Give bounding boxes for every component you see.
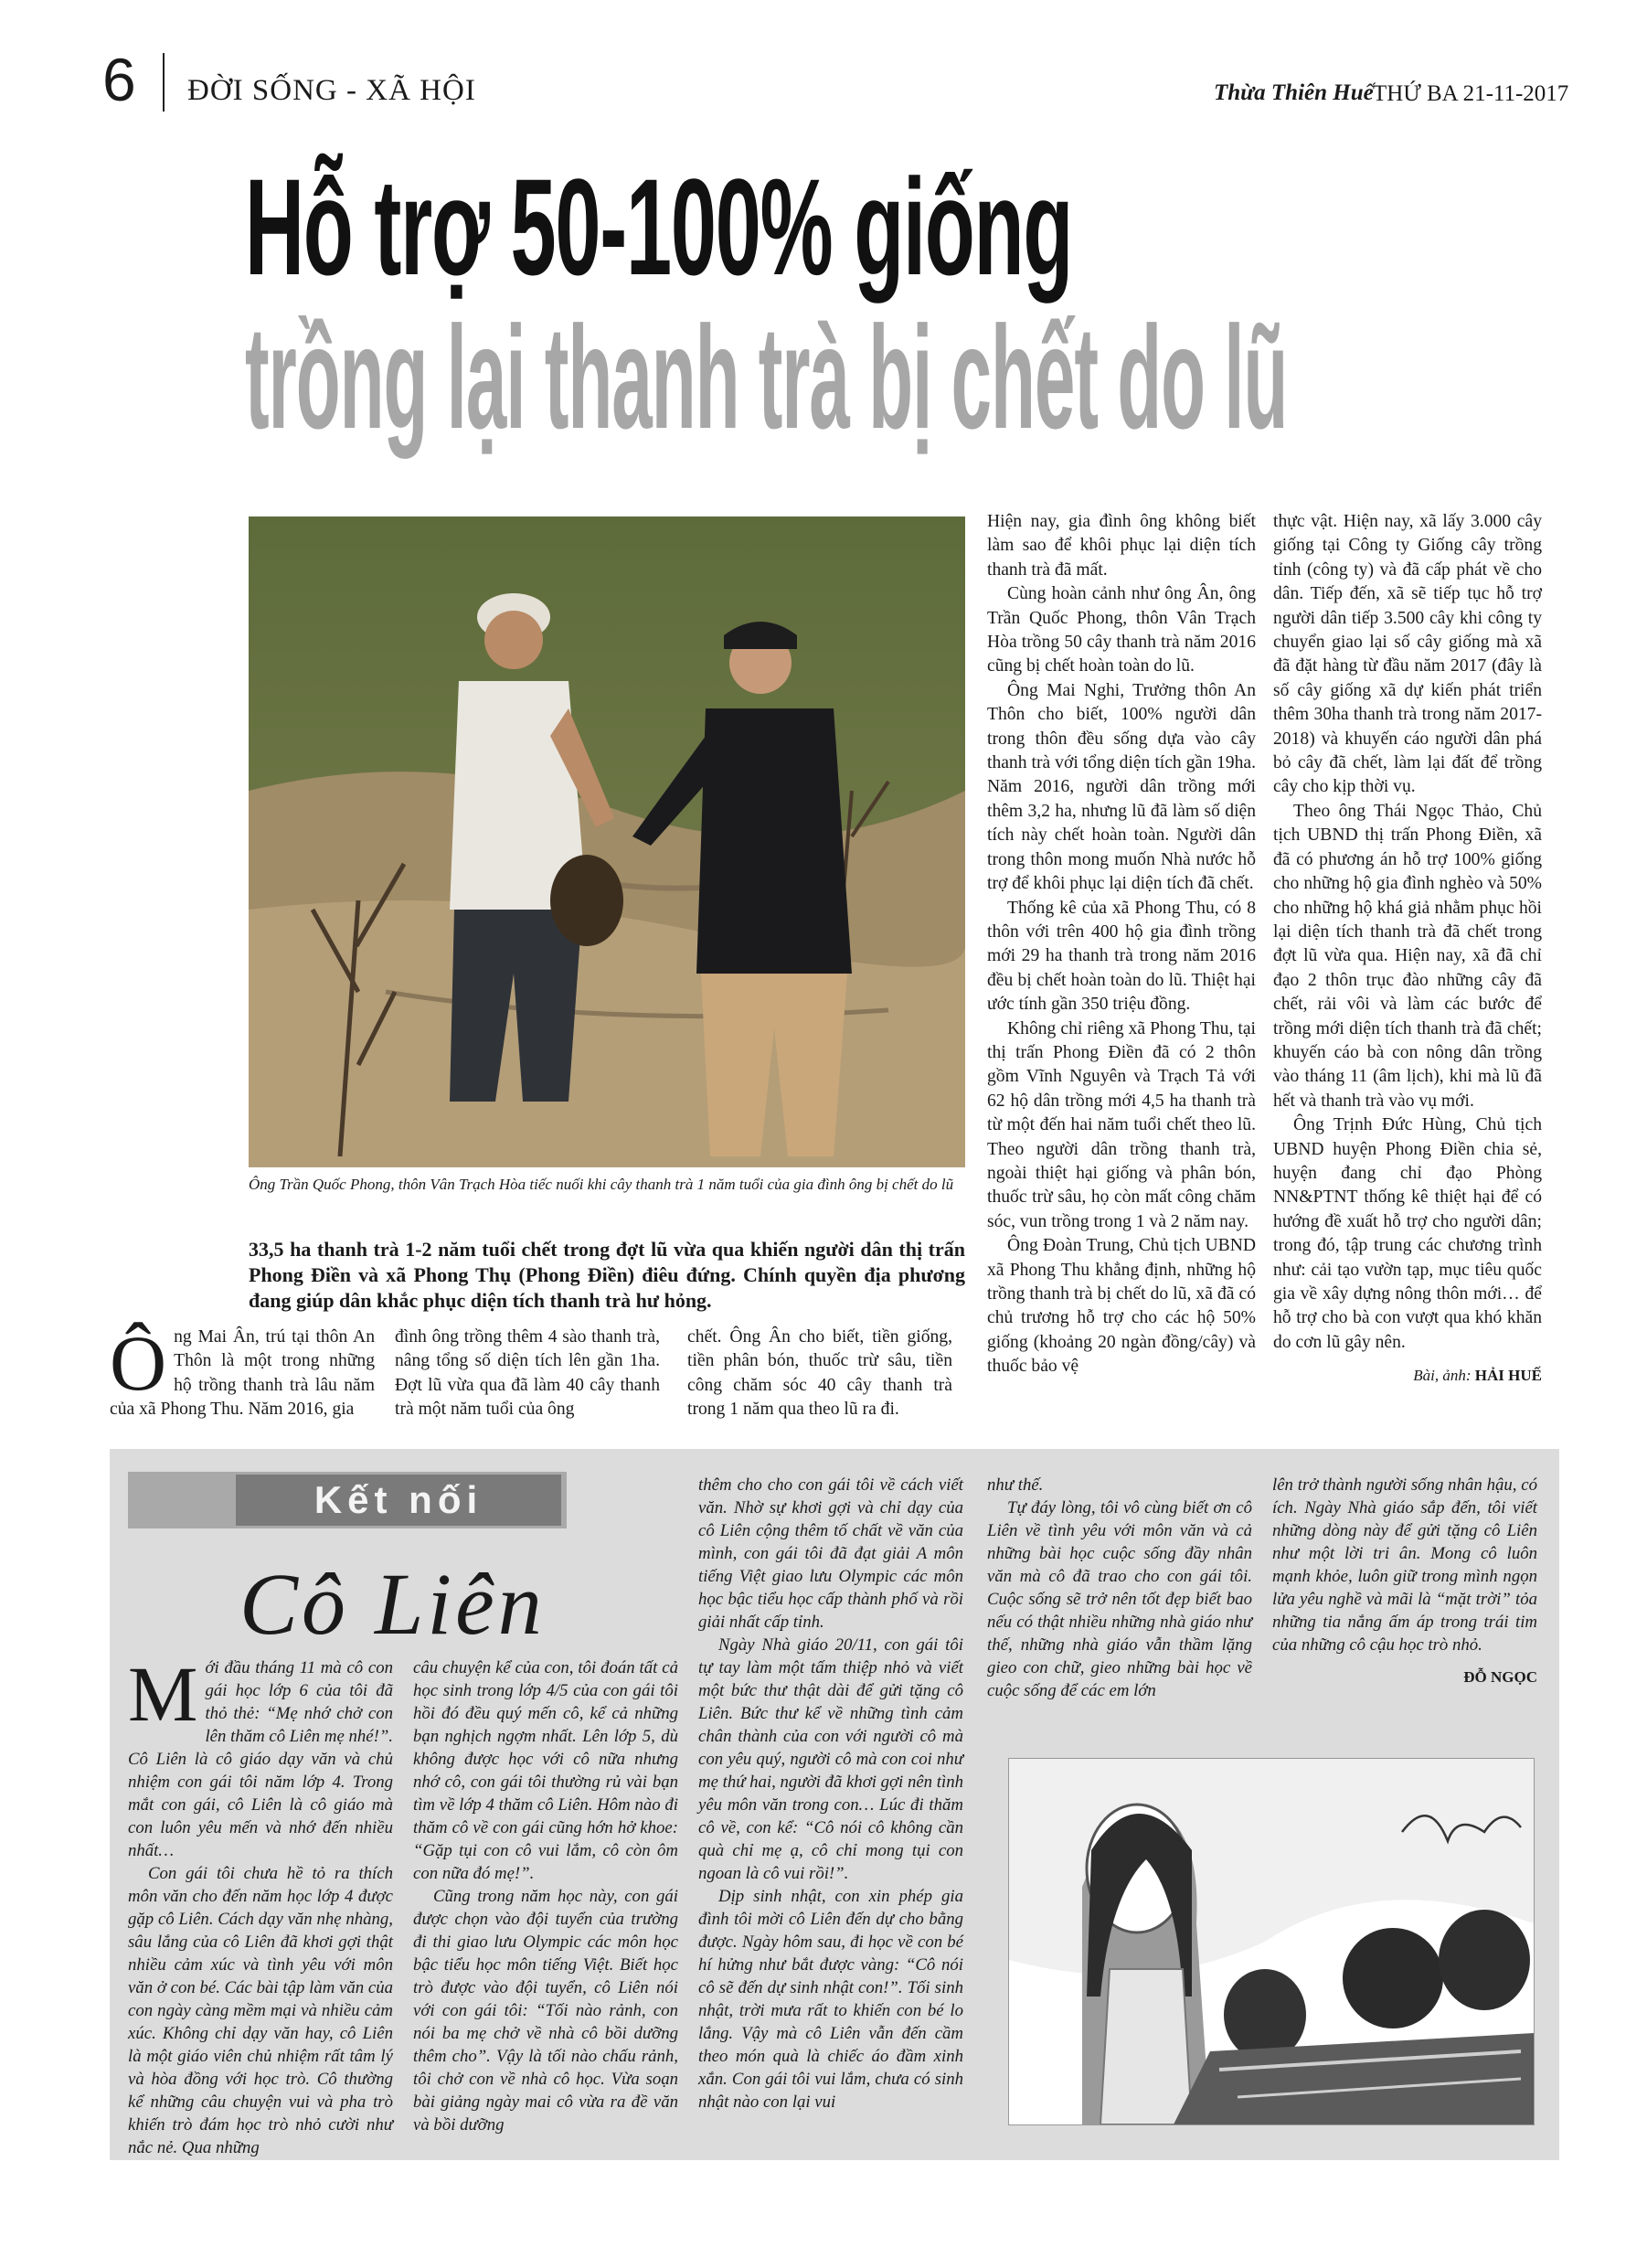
ket-noi-paragraph: Ngày Nhà giáo 20/11, con gái tôi tự tay làm một tấm thiệp nhỏ và viết một bức thư thật dài để gửi tặng cô Liên. Bức thư kể về những tình cảm chân thành của con với người cô mà con yêu quý, người cô mà con coi như mẹ thứ hai, người đã khơi gợi nên tình yêu môn văn trong con… Lúc đi thăm cô về, con kể: “Cô nói cô không cần quà chỉ mẹ ạ, cô chỉ mong tụi con ngoan là cô vui rồi!”. bbox=[698, 1635, 963, 1883]
ket-noi-col-2 bbox=[413, 1656, 678, 2136]
ket-noi-paragraph: như thế. bbox=[987, 1475, 1044, 1495]
paper-name: Thừa Thiên Huế bbox=[1214, 80, 1374, 105]
article-byline bbox=[1273, 1364, 1542, 1388]
ket-noi-paragraph: ới đầu tháng 11 mà cô con gái học lớp 6 của tôi đã thỏ thẻ: “Mẹ nhớ chở con lên thăm cô Liên mẹ nhé!”. Cô Liên là cô giáo dạy văn và chủ nhiệm con gái tôi năm lớp 4. Trong mắt con gái, cô Liên là cô giáo mà con luôn yêu mến và nhớ đến nhiều nhất… bbox=[128, 1658, 393, 1860]
article-col-4 bbox=[987, 510, 1256, 1379]
article-lead-col-1 bbox=[110, 1319, 375, 1422]
teacher-students-illustration bbox=[1008, 1758, 1535, 2125]
ket-noi-col-5 bbox=[1272, 1474, 1537, 1688]
article-paragraph: Thống kê của xã Phong Thu, có 8 thôn với trên 400 hộ gia đình trồng mới 29 ha thanh trà trong năm 2016 đều bị chết hoàn toàn do lũ. Thiệt hại ước tính gần 350 triệu đồng. bbox=[987, 898, 1256, 1015]
section-title: ĐỜI SỐNG - XÃ HỘI bbox=[187, 74, 476, 107]
page-number: 6 bbox=[102, 46, 136, 113]
article-paragraph: Không chỉ riêng xã Phong Thu, tại thị trấn Phong Điền đã có 2 thôn gồm Vĩnh Nguyên và Trạch Tả với 62 hộ dân trồng mới 4,5 ha thanh trà từ một đến hai năm tuổi chết theo lũ. Theo người dân trồng thanh trà, ngoài thiệt hại giống và phân bón, thuốc trừ sâu, họ còn mất công chăm sóc, vun trồng trong 1 và 2 năm nay. bbox=[987, 1018, 1256, 1231]
article-lead-col-3 bbox=[687, 1326, 952, 1422]
article-paragraph: Hiện nay, gia đình ông không biết làm sao để khôi phục lại diện tích thanh trà đã mất. bbox=[987, 512, 1256, 580]
article-dropcap: Ô bbox=[110, 1319, 167, 1407]
photo-caption: Ông Trần Quốc Phong, thôn Vân Trạch Hòa tiếc nuối khi cây thanh trà 1 năm tuổi của gia đình ông bị chết do lũ bbox=[249, 1176, 954, 1193]
article-paragraph: Theo ông Thái Ngọc Thảo, Chủ tịch UBND thị trấn Phong Điền, xã đã có phương án hỗ trợ 100% giống cho những hộ gia đình nghèo và 50% cho những hộ khá giả nhằm phục hồi lại diện tích thanh trà đã chết trong đợt lũ vừa qua. Hiện nay, xã đã chỉ đạo 2 thôn trục đào những cây đã chết, rải vôi và làm các bước để trồng mới diện tích thanh trà đã chết; khuyến cáo bà con nông dân trồng vào tháng 11 (âm lịch), khi mà lũ đã hết và thanh trà vào vụ mới. bbox=[1273, 801, 1542, 1111]
byline-author: HẢI HUẾ bbox=[1474, 1367, 1542, 1385]
ket-noi-label: Kết nối bbox=[236, 1475, 561, 1526]
ket-noi-col-4 bbox=[987, 1474, 1252, 1702]
article-col-5 bbox=[1273, 510, 1542, 1389]
ket-noi-paragraph: câu chuyện kể của con, tôi đoán tất cả học sinh trong lớp 4/5 của con gái tôi hồi đó đều quý mến cô, kể cả những bạn nghịch ngợm nhất. Lên lớp 5, dù không được học với cô nữa nhưng nhớ cô, con gái tôi thường rủ vài bạn tìm về lớp 4 thăm cô Liên. Hôm nào đi thăm cô về con gái cũng hớn hở khoe: “Gặp tụi con cô vui lắm, cô còn ôm con nữa đó mẹ!”. bbox=[413, 1658, 678, 1883]
ket-noi-paragraph: Dịp sinh nhật, con xin phép gia đình tôi mời cô Liên đến dự cho bằng được. Ngày hôm sau, đi học về con bé hí hửng như bắt được vàng: “Cô nói cô sẽ đến dự sinh nhật con!”. Tối sinh nhật, trời mưa rất to khiến con bé lo lắng. Vậy mà cô Liên vẫn đến cầm theo món quà là chiếc áo đầm xinh xắn. Con gái tôi vui lắm, chưa có sinh nhật nào con lại vui bbox=[698, 1887, 963, 2112]
ket-noi-paragraph: Tự đáy lòng, tôi vô cùng biết ơn cô Liên về tình yêu với môn văn và cả những bài học cuộc sống đầy nhân văn mà cô đã trao cho con gái tôi. Cuộc sống sẽ trở nên tốt đẹp biết bao nếu có thật nhiều những nhà giáo như thế, những nhà giáo vẫn thầm lặng gieo con chữ, gieo những bài học về cuộc sống để các em lớn bbox=[987, 1498, 1252, 1700]
ket-noi-dropcap: M bbox=[128, 1650, 198, 1738]
issue-date: THỨ BA 21-11-2017 bbox=[1373, 81, 1569, 106]
article-paragraph: Ông Mai Nghi, Trưởng thôn An Thôn cho biết, 100% người dân trong thôn đều sống dựa vào cây thanh trà với tổng diện tích gần 19ha. Năm 2016, người dân trồng mới thêm 3,2 ha, nhưng lũ đã làm số diện tích này chết hoàn toàn. Người dân trong thôn mong muốn Nhà nước hỗ trợ để khôi phục lại diện tích đã chết. bbox=[987, 680, 1256, 894]
ket-noi-title: Cô Liên bbox=[239, 1555, 546, 1653]
article-photo bbox=[249, 516, 965, 1167]
ket-noi-col-1 bbox=[128, 1650, 393, 2159]
article-lead-col-2 bbox=[395, 1326, 660, 1422]
ket-noi-paragraph: Cũng trong năm học này, con gái được chọn vào đội tuyển của trường đi thi giao lưu Olympic các môn học bậc tiểu học môn tiếng Việt. Biết học trò được vào đội tuyển, cô Liên nói với con gái tôi: “Tối nào rảnh, con nói ba mẹ chở về nhà cô bồi dưỡng thêm cho”. Vậy là tối nào chấu rảnh, tôi chở con về nhà cô học. Vừa soạn bài giảng ngày mai cô vừa ra đề văn và bồi dưỡng bbox=[413, 1887, 678, 2135]
article-lead-text: ng Mai Ân, trú tại thôn An Thôn là một trong những hộ trồng thanh trà lâu năm của xã Phong Thu. Năm 2016, gia bbox=[110, 1327, 375, 1420]
ket-noi-author: ĐỖ NGỌC bbox=[1463, 1668, 1537, 1686]
byline-label: Bài, ảnh: bbox=[1413, 1367, 1472, 1385]
article-paragraph: Ông Đoàn Trung, Chủ tịch UBND xã Phong Thu khẳng định, những hộ trồng thanh trà bị chết do lũ, xã đã có chủ trương hỗ trợ cho các hộ 50% giống (khoảng 20 ngàn đồng/cây) và thuốc bảo vệ bbox=[987, 1236, 1256, 1377]
article-paragraph: Cùng hoàn cảnh như ông Ân, ông Trần Quốc Phong, thôn Vân Trạch Hòa trồng 50 cây thanh trà năm 2016 cũng bị chết hoàn toàn do lũ. bbox=[987, 584, 1256, 676]
header-divider bbox=[163, 53, 165, 112]
ket-noi-paragraph: thêm cho cho con gái tôi về cách viết văn. Nhờ sự khơi gợi và chỉ dạy của cô Liên cộng thêm tố chất về văn của mình, con gái tôi đã đạt giải A môn tiếng Việt giao lưu Olympic các môn học bậc tiểu học cấp thành phố và rồi giải nhất cấp tỉnh. bbox=[698, 1475, 963, 1632]
ket-noi-col-3 bbox=[698, 1474, 963, 2114]
article-paragraph: thực vật. Hiện nay, xã lấy 3.000 cây giống tại Công ty Giống cây trồng tỉnh (công ty) và đã cấp phát về cho dân. Tiếp đến, xã sẽ tiếp tục hỗ trợ người dân tiếp 3.500 cây khi công ty chuyển giao lại số cây giống mà xã đã đặt hàng từ đầu năm 2017 (đây là số cây giống xã dự kiến phát triển thêm 30ha thanh trà trong năm 2017-2018) và khuyến cáo người dân phá bỏ cây đã chết, làm lại đất để trồng cây cho kịp thời vụ. bbox=[1273, 512, 1542, 797]
article-paragraph: đình ông trồng thêm 4 sào thanh trà, nâng tổng số diện tích lên gần 1ha. Đợt lũ vừa qua đã làm 40 cây thanh trà một năm tuổi của ông bbox=[395, 1327, 660, 1420]
article-paragraph: Ông Trịnh Đức Hùng, Chủ tịch UBND huyện Phong Điền chia sẻ, huyện đang chỉ đạo Phòng NN&PTNT thống kê thiệt hại để có hướng đề xuất hỗ trợ cho người dân; trong đó, tập trung các chương trình như: cải tạo vườn tạp, mục tiêu quốc gia về xây dựng nông thôn mới… để hỗ trợ cho bà con vượt qua khó khăn do cơn lũ gây nên. bbox=[1273, 1115, 1542, 1352]
sketch-drawing bbox=[1009, 1759, 1534, 2124]
headline-line-2: trồng lại thanh trà bị chết do lũ bbox=[245, 295, 1288, 459]
farmers-in-field-illustration bbox=[249, 516, 965, 1167]
ket-noi-paragraph: lên trở thành người sống nhân hậu, có ích. Ngày Nhà giáo sắp đến, tôi viết những dòng này để gửi tặng cô Liên như một lời tri ân. Mong cô luôn mạnh khỏe, luôn giữ trong mình ngọn lửa yêu nghề và mãi là “mặt trời” tỏa những tia nắng ấm áp trong trái tim của những cô cậu học trò nhỏ. bbox=[1272, 1475, 1537, 1655]
article-sapo: 33,5 ha thanh trà 1-2 năm tuổi chết trong đợt lũ vừa qua khiến người dân thị trấn Phong Điền và xã Phong Thụ (Phong Điền) điêu đứng. Chính quyền địa phương đang giúp dân khắc phục diện tích thanh trà hư hỏng. bbox=[249, 1238, 965, 1312]
article-paragraph: chết. Ông Ân cho biết, tiền giống, tiền phân bón, thuốc trừ sâu, tiền công chăm sóc 40 cây thanh trà trong 1 năm qua theo lũ ra đi. bbox=[687, 1327, 952, 1420]
ket-noi-paragraph: Con gái tôi chưa hề tỏ ra thích môn văn cho đến năm học lớp 4 được gặp cô Liên. Cách dạy văn nhẹ nhàng, sâu lắng của cô Liên đã khơi gợi thật nhiều cảm xúc và tình yêu với môn văn ở con bé. Các bài tập làm văn của con ngày càng mềm mại và nhiều cảm xúc. Không chỉ dạy văn hay, cô Liên là một giáo viên chủ nhiệm rất tâm lý và hòa đồng với học trò. Cô thường kể những câu chuyện vui và pha trò khiến trò đám học trò nhỏ cười như nắc nẻ. Qua những bbox=[128, 1864, 393, 2157]
headline-line-1: Hỗ trợ 50-100% giống bbox=[245, 150, 1073, 303]
